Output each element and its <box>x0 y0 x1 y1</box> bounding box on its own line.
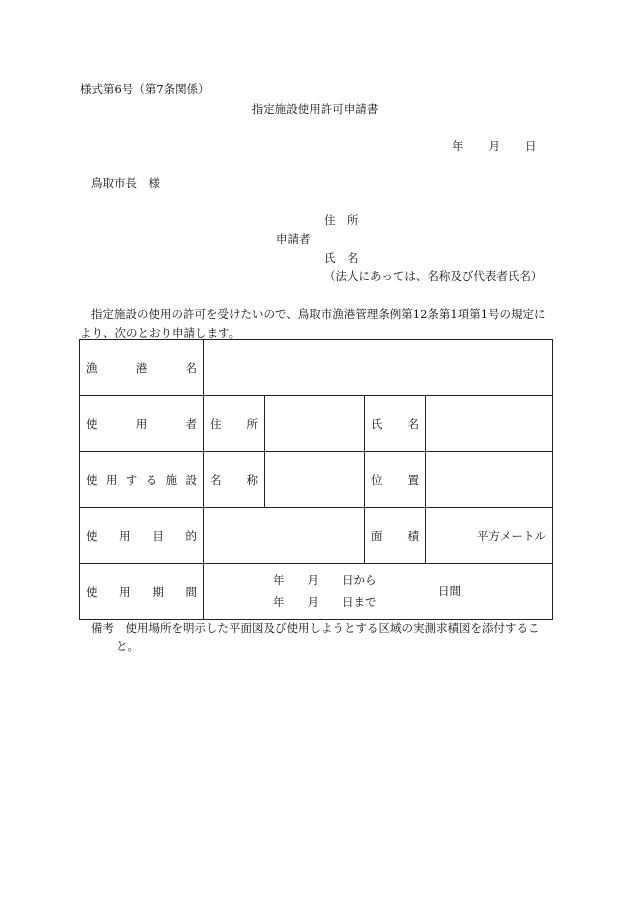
row-fishing-port <box>80 340 553 396</box>
label-facility-location: 位 置 <box>365 452 426 508</box>
label-chars: 漁 港 名 <box>86 360 197 375</box>
remarks-line-2: と。 <box>116 639 139 653</box>
application-statement: 指定施設の使用の許可を受けたいので、鳥取市漁港管理条例第12条第1項第1号の規定により、次のとおり申請します。 <box>80 307 546 340</box>
field-facility-name[interactable] <box>265 452 365 508</box>
label-user-name: 氏 名 <box>365 396 426 452</box>
applicant-address-label: 住 所 <box>324 213 359 227</box>
application-table <box>79 339 553 620</box>
row-user <box>80 396 553 452</box>
row-purpose <box>80 508 553 564</box>
label-fishing-port <box>80 340 204 396</box>
period-days: 日間 <box>438 584 461 598</box>
field-fishing-port[interactable] <box>204 340 553 396</box>
area-unit: 平方メートル <box>477 528 546 543</box>
label-area: 面 積 <box>365 508 426 564</box>
label-facility: 使 用 す る 施 設 <box>80 452 204 508</box>
date-month: 月 <box>488 139 500 153</box>
field-facility-location[interactable] <box>426 452 553 508</box>
date-line <box>452 138 537 154</box>
period-to: 年 月 日まで <box>273 595 377 609</box>
field-user-address[interactable] <box>265 396 365 452</box>
field-purpose[interactable] <box>204 508 365 564</box>
date-year: 年 <box>452 139 464 153</box>
document-title: 指定施設使用許可申請書 <box>251 102 379 116</box>
remarks-line-1: 備考 使用場所を明示した平面図及び使用しようとする区域の実測求積図を添付するこ <box>91 621 540 635</box>
row-period <box>80 564 553 620</box>
label-user-address: 住 所 <box>204 396 265 452</box>
field-user-name[interactable] <box>426 396 553 452</box>
applicant-name-label: 氏 名 <box>324 251 359 265</box>
corporation-note: （法人にあっては、名称及び代表者氏名） <box>324 269 543 283</box>
label-user: 使 用 者 <box>80 396 204 452</box>
form-number: 様式第6号（第7条関係） <box>80 82 210 96</box>
field-area[interactable] <box>426 508 553 564</box>
date-day: 日 <box>525 139 537 153</box>
label-facility-name: 名 称 <box>204 452 265 508</box>
addressee: 鳥取市長 様 <box>91 176 160 190</box>
field-period[interactable] <box>204 564 553 620</box>
label-purpose: 使 用 目 的 <box>80 508 204 564</box>
period-from: 年 月 日から <box>273 573 377 587</box>
row-facility <box>80 452 553 508</box>
label-period: 使 用 期 間 <box>80 564 204 620</box>
applicant-label: 申請者 <box>276 232 311 246</box>
